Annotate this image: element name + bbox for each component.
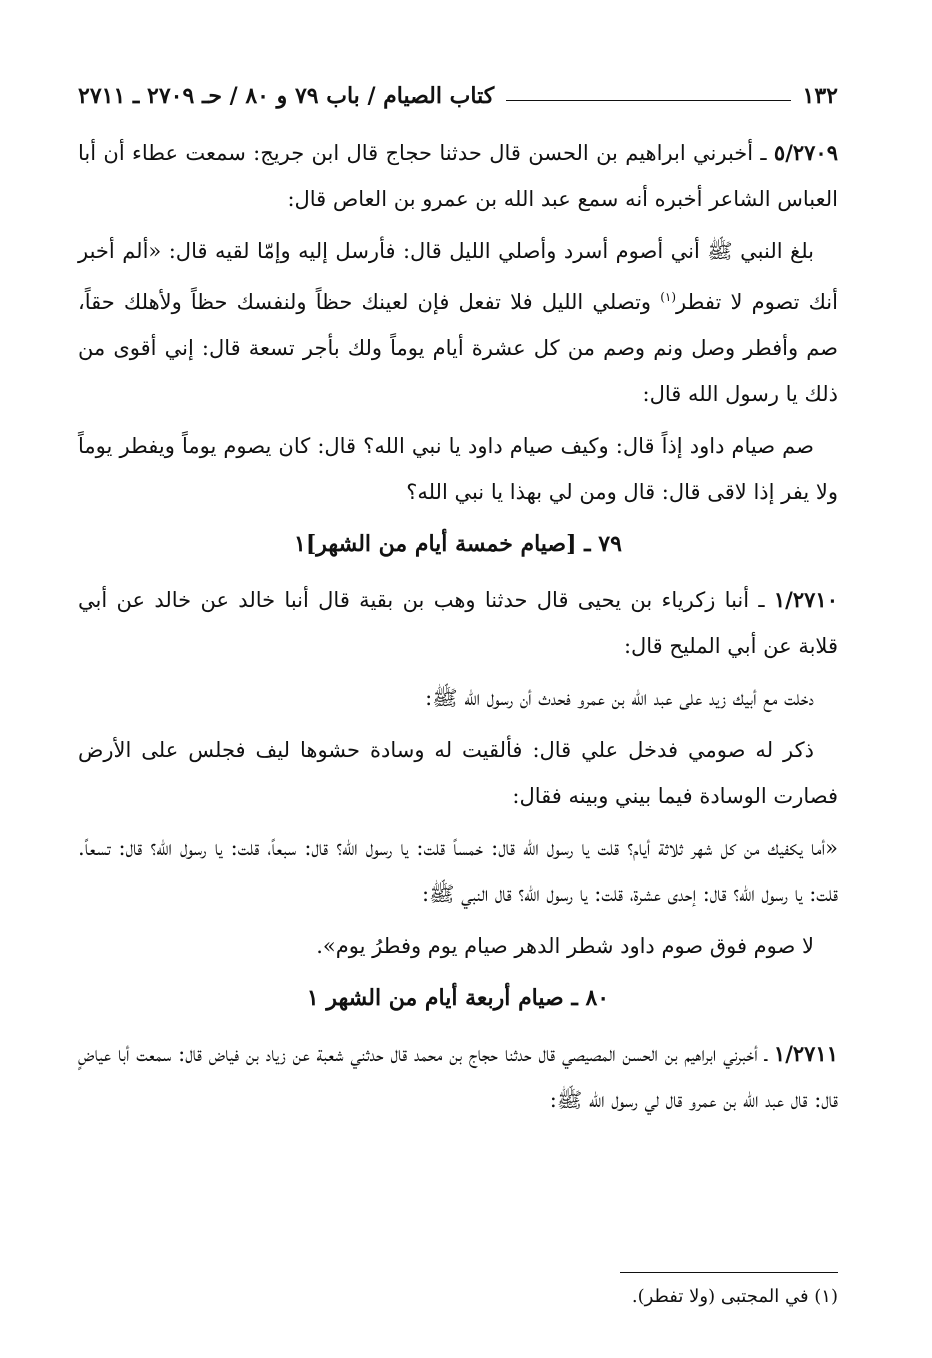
hadith-number: ١/٢٧١٠ <box>773 587 838 612</box>
hadith-2710-isnad <box>78 577 838 669</box>
hadith-2710-paragraph-1: دخلت مع أبيك زيد على عبد الله بن عمرو فحدث أن رسول الله ﷺ: <box>425 686 814 710</box>
main-text <box>78 130 838 1129</box>
footnote-marker: (١) <box>660 290 677 304</box>
hadith-2710-paragraph-3: «أما يكفيك من كل شهر ثلاثة أيام؟ قلت يا رسول الله قال: خمساً قلت: يا رسول الله؟ قال: سبعاً، قلت: يا رسول الله؟ قال: تسعاً. قلت: يا رسول الله؟ قال: إحدى عشرة، قلت: يا رسول الله؟ قال النبي ﷺ: <box>78 836 838 906</box>
hadith-number: ٥/٢٧٠٩ <box>773 140 838 165</box>
paragraph-text: بلغ النبي ﷺ أني أصوم أسرد وأصلي الليل قال: فأرسل إليه وإمّا لقيه قال: «ألم أخبر أنك تصوم لا تفطر <box>78 239 838 314</box>
chapter-79-heading: ٧٩ ـ [صيام خمسة أيام من الشهر]١ <box>294 531 622 557</box>
isnad-text: ـ أخبرني ابراهيم بن الحسن المصيصي قال حدثنا حجاج بن محمد قال حدثني شعبة عن زياد بن فياض قال: سمعت أبا عياضٍ قال: قال عبد الله بن عمرو قال لي رسول الله ﷺ: <box>78 1042 838 1112</box>
footnote: (١) في المجتبى (ولا تفطر). <box>631 1286 838 1307</box>
hadith-2709-paragraph-2: صم صيام داود إذاً قال: وكيف صيام داود يا نبي الله؟ قال: كان يصوم يوماً ويفطر يوماً ولا يفر إذا لاقى قال: قال ومن لي بهذا يا نبي الله؟ <box>78 434 838 504</box>
footnote-rule <box>620 1272 838 1273</box>
hadith-2709-isnad <box>78 130 838 222</box>
hadith-2709-paragraph-1 <box>78 228 838 417</box>
isnad-text: ـ أنبا زكرياء بن يحيى قال حدثنا وهب بن بقية قال أنبا خالد عن خالد عن أبي قلابة عن أبي المليح قال: <box>78 588 838 658</box>
hadith-number: ١/٢٧١١ <box>773 1041 838 1066</box>
header-rule <box>506 100 790 101</box>
running-title: كتاب الصيام / باب ٧٩ و ٨٠ / حـ ٢٧٠٩ ـ ٢٧١١ <box>78 83 495 109</box>
hadith-2711-isnad <box>78 1031 838 1123</box>
hadith-2710-paragraph-2: ذكر له صومي فدخل علي قال: فألقيت له وسادة حشوها ليف فجلس على الأرض فصارت الوسادة فيما بيني وبينه فقال: <box>78 738 838 808</box>
hadith-2710-paragraph-4: لا صوم فوق صوم داود شطر الدهر صيام يوم وفطرُ يوم». <box>316 934 814 958</box>
paragraph-text-continued: وتصلي الليل فلا تفعل فإن لعينك حظاً ولنفسك حظاً ولأهلك حقاً، صم وأفطر وصل ونم وصم من كل عشرة أيام يوماً ولك بأجر تسعة قال: إني أقوى من ذلك يا رسول الله قال: <box>78 290 838 406</box>
running-header <box>78 78 838 114</box>
chapter-80-heading: ٨٠ ـ صيام أربعة أيام من الشهر ١ <box>306 985 610 1011</box>
isnad-text: ـ أخبرني ابراهيم بن الحسن قال حدثنا حجاج قال ابن جريج: سمعت عطاء أن أبا العباس الشاعر أخبره أنه سمع عبد الله بن عمرو بن العاص قال: <box>78 141 838 211</box>
page-number: ١٣٢ <box>802 83 838 109</box>
